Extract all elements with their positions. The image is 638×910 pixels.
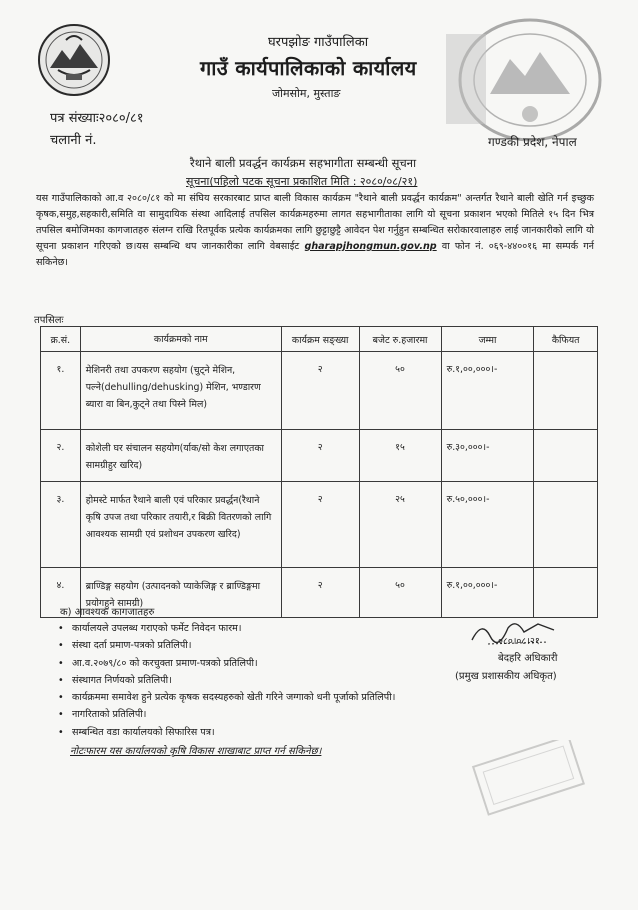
row-budget: ५०	[359, 568, 441, 618]
dispatch-number: चलानी नं.	[50, 133, 97, 148]
office-address: जोमसोम, मुस्ताङ	[272, 87, 341, 100]
row-program-count: २	[281, 568, 359, 618]
row-serial: ४.	[41, 568, 81, 618]
row-program-count: २	[281, 482, 359, 568]
table-header-row	[41, 327, 598, 352]
list-item: • कार्यक्रममा समावेश हुने प्रत्येक कृषक सदस्यहरुको खेती गरिने जग्गाको धनी पूर्जाको प्रतिलिपी।	[72, 689, 395, 706]
row-total: रु.३०,०००।-	[441, 430, 534, 482]
notice-body	[36, 191, 594, 271]
row-total: रु.१,००,०००।-	[441, 568, 534, 618]
list-item: • कार्यालयले उपलब्ध गराएको फर्मेट निवेदन फारम।	[72, 620, 395, 637]
row-program-name: कोशेली घर संचालन सहयोग(र्याक/सो केश लगाएतका सामग्रीहुर खरिद)	[80, 430, 281, 482]
list-item: • नागरिताको प्रतिलिपी।	[72, 706, 395, 723]
header-program-count: कार्यक्रम सङ्ख्या	[281, 327, 359, 352]
documents-heading: क) आवश्यक कागजातहरु	[60, 607, 155, 618]
program-table	[40, 326, 598, 618]
notice-subtitle: सूचना(पहिलो पटक सूचना प्रकाशित मिति : २०८०/०८/२१)	[186, 175, 418, 188]
row-serial: ३.	[41, 482, 81, 568]
list-item: • सम्बन्धित वडा कार्यालयको सिफारिस पत्र।	[72, 724, 395, 741]
table-row	[41, 430, 598, 482]
row-total: रु.५०,०००।-	[441, 482, 534, 568]
letter-number: पत्र संख्याः२०८०/८१	[50, 111, 144, 126]
header-budget: बजेट रु.हजारमा	[359, 327, 441, 352]
header-program-name: कार्यक्रमको नाम	[80, 327, 281, 352]
header-remark: कैफियत	[534, 327, 598, 352]
row-program-name: मेशिनरी तथा उपकरण सहयोग (चुट्ने मेशिन, पल्ने(dehulling/dehusking) मेशिन, भण्डारण ब्यारा वा बिन,कुट्ने तथा पिस्ने मिल)	[80, 352, 281, 430]
header-total: जम्मा	[441, 327, 534, 352]
header-serial: क्र.सं.	[41, 327, 81, 352]
row-program-name: होमस्टे मार्फत रैथाने बाली एवं परिकार प्रवर्द्धन(रैथाने कृषि उपज तथा परिकार तयारी,र बिक्री वितरणको लागि आवश्यक सामग्री एवं प्रशोधन उपकरण खरिद)	[80, 482, 281, 568]
row-budget: २५	[359, 482, 441, 568]
row-serial: २.	[41, 430, 81, 482]
row-budget: १५	[359, 430, 441, 482]
row-remark	[534, 482, 598, 568]
website-link[interactable]: gharapjhongmun.gov.np	[304, 241, 437, 252]
list-item: • आ.व.२०७९/८० को करचुक्ता प्रमाण-पत्रको प्रतिलिपी।	[72, 655, 395, 672]
office-title: गाउँ कार्यपालिकाको कार्यालय	[200, 56, 417, 80]
notice-body-part-2: वा फोन नं. ०६९-४४००१६ मा सम्पर्क गर्न सकिनेछ।	[36, 241, 594, 268]
row-program-count: २	[281, 430, 359, 482]
table-caption: तपसिलः	[34, 315, 64, 326]
row-remark	[534, 430, 598, 482]
office-seal-icon	[440, 14, 605, 146]
notice-body-part-1: यस गाउँपालिकाको आ.व २०८०/८१ को मा संघिय सरकारबाट प्राप्त बाली विकास कार्यक्रम "रैथाने बाली प्रवर्द्धन कार्यक्रम" अन्तर्गत रैथाने बाली खेति गर्न इच्छुक कृषक,समुह,सहकारी,समिति वा सामुदायिक संस्था आदिलाई तपसिल कार्यक्रमहरुमा लागत सहभागीताका लागि यो सूचना प्रकाशन भएको मितिले १५ दिन भित्र तपसिल बमोजिमका कागजातहरु संलग्न राखि रितपूर्वक प्रत्येक कार्यक्रमका लागि छुट्टाछुट्टै आवेदन पेश गर्नुहुन सम्बन्धित सरोकारवालाहरु लाई जानकारीको लागि यो सूचना प्रकाशन गरिएको छ।यस सम्बन्धि थप जानकारीका लागि वेबसाईट	[36, 193, 594, 252]
row-program-count: २	[281, 352, 359, 430]
notice-title: रैथाने बाली प्रवर्द्धन कार्यक्रम सहभागीता सम्बन्धी सूचना	[190, 156, 417, 170]
nepal-emblem-icon	[36, 22, 112, 98]
row-remark	[534, 568, 598, 618]
documents-list	[72, 620, 395, 741]
faded-stamp-icon	[470, 740, 590, 820]
province-name: गण्डकी प्रदेश, नेपाल	[488, 135, 577, 149]
row-budget: ५०	[359, 352, 441, 430]
row-serial: १.	[41, 352, 81, 430]
list-item: • संस्थागत निर्णयको प्रतिलिपी।	[72, 672, 395, 689]
signature-date: ०८०।०८।२१	[498, 636, 540, 647]
signatory-post: (प्रमुख प्रशासकीय अधिकृत)	[455, 671, 557, 682]
form-note: नोटःफारम यस कार्यालयको कृषि विकास शाखाबाट प्राप्त गर्न सकिनेछ।	[70, 746, 322, 757]
list-item: • संस्था दर्ता प्रमाण-पत्रको प्रतिलिपी।	[72, 637, 395, 654]
row-remark	[534, 352, 598, 430]
municipality-name: घरपझोङ गाउँपालिका	[268, 35, 369, 50]
table-row	[41, 482, 598, 568]
row-total: रु.१,००,०००।-	[441, 352, 534, 430]
row-program-name: ब्राण्डिङ्ग सहयोग (उत्पादनको प्याकेजिङ्ग र ब्राण्डिङ्गमा प्रयोगहुने सामग्री)	[80, 568, 281, 618]
signatory-name: बेदहरि अधिकारी	[498, 653, 558, 664]
table-row	[41, 352, 598, 430]
